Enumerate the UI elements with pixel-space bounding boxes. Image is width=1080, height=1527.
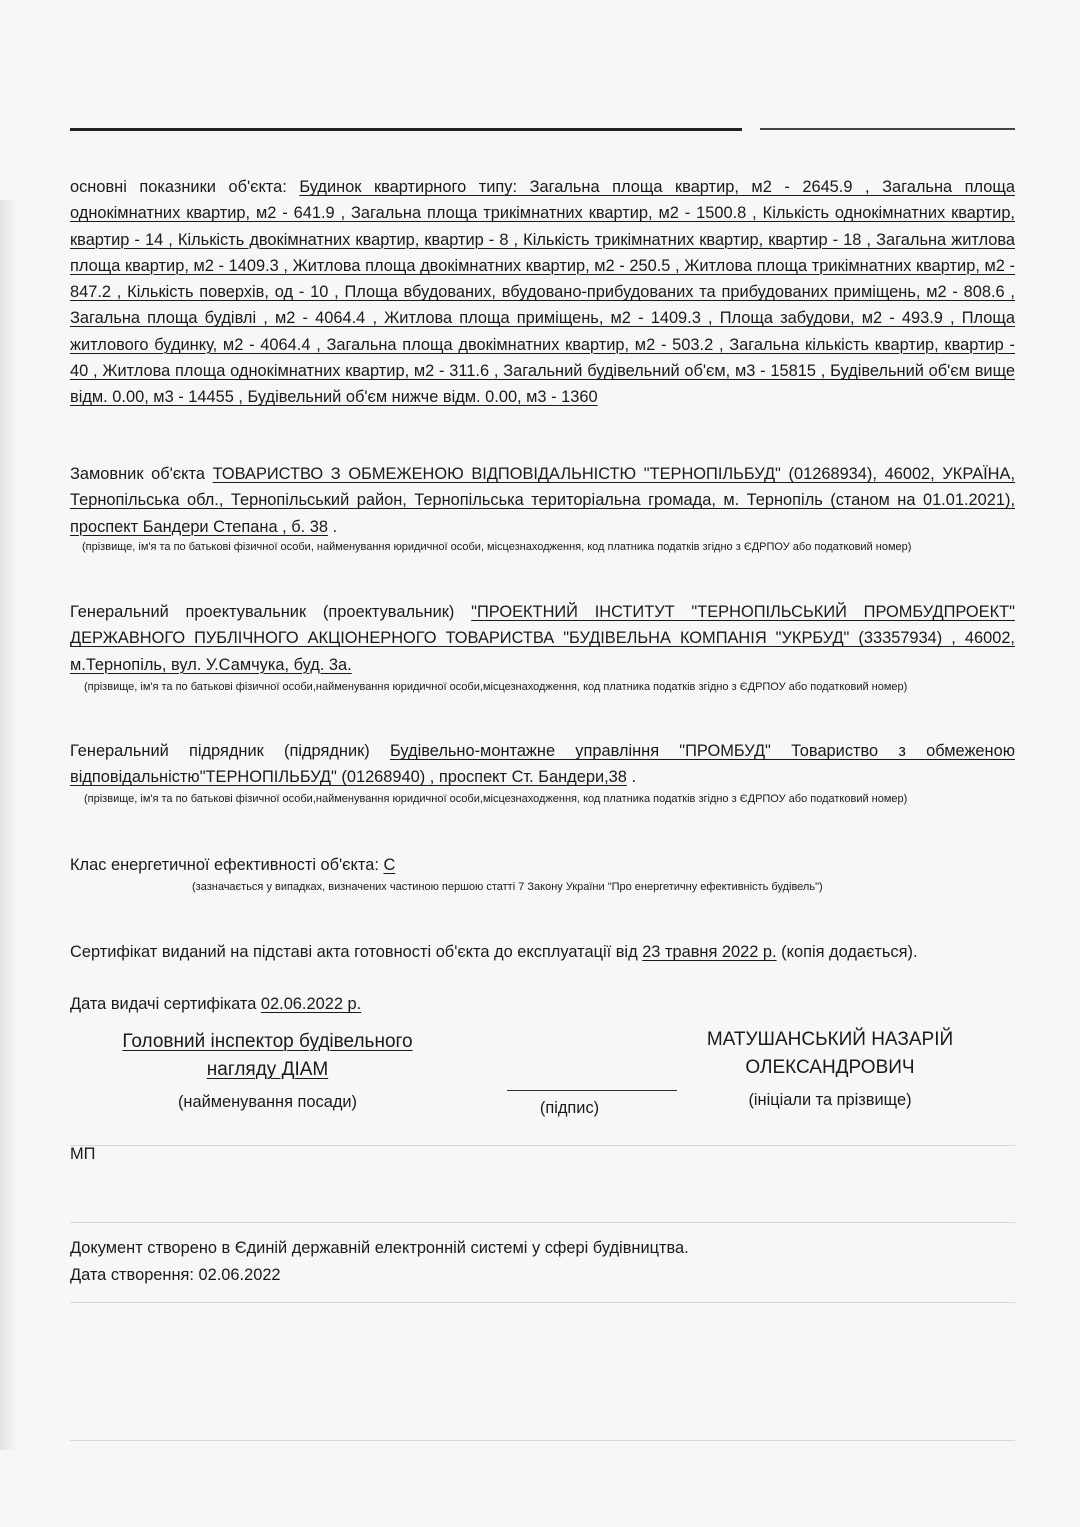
customer-value: ТОВАРИСТВО З ОБМЕЖЕНОЮ ВІДПОВІДАЛЬНІСТЮ "ТЕРНОПІЛЬБУД" (01268934), 46002, УКРАЇНА, Тернопільська обл., Тернопільський район, Тернопільська територіальна громада, м. Тернопіль (станом на 01.01.2021), проспект Бандери Степана , б. 38: [70, 465, 1016, 536]
basis-prefix: Сертифікат виданий на підставі акта готовності об'єкта до експлуатації від: [70, 943, 643, 961]
general-designer-label: Генеральний проектувальник (проектувальник): [70, 603, 472, 621]
signature-caption: (підпис): [539, 1099, 600, 1117]
bleed-line: [70, 1145, 1015, 1146]
customer-section: [70, 461, 1015, 540]
inspector-name: [680, 1026, 980, 1082]
general-designer-caption: (прізвище, ім'я та по батькові фізичної особи,найменування юридичної особи,місцезнаходження, код платника податків згідно з ЄДРПОУ або податковий номер): [84, 681, 908, 693]
main-indicators-value: Будинок квартирного типу: Загальна площа квартир, м2 - 2645.9 , Загальна площа однокімнатних квартир, м2 - 641.9 , Загальна площа трикімнатних квартир, м2 - 1500.8 , Кількість однокімнатних квартир, квартир - 14 , Кількість двокімнатних квартир, квартир - 8 , Кількість трикімнатних квартир, квартир - 18 , Загальна житлова площа квартир, м2 - 1409.3 , Житлова площа двокімнатних квартир, м2 - 250.5 , Житлова площа трикімнатних квартир, м2 - 847.2 , Кількість поверхів, од - 10 , Площа вбудованих, вбудовано-прибудованих та прибудованих приміщень, м2 - 808.6 , Загальна площа будівлі , м2 - 4064.4 , Житлова площа приміщень, м2 - 1409.3 , Площа забудови, м2 - 493.9 , Площа житлового будинку, м2 - 4064.4 , Загальна площа двокімнатних квартир, м2 - 503.2 , Загальна кількість квартир, квартир - 40 , Житлова площа однокімнатних квартир, м2 - 311.6 , Загальний будівельний об'єм, м3 - 15815 , Будівельний об'єм вище відм. 0.00, м3 - 14455 , Будівельний об'єм нижче відм. 0.00, м3 - 1360: [70, 178, 1015, 407]
scan-edge-shadow: [0, 200, 18, 1450]
general-contractor-section: [70, 738, 1015, 791]
inspector-name-line2: ОЛЕКСАНДРОВИЧ: [745, 1057, 915, 1078]
issue-date-line: [70, 993, 361, 1015]
top-rule: [70, 128, 742, 131]
signature-line: [507, 1090, 677, 1091]
footer-created-date: 02.06.2022: [198, 1266, 281, 1284]
top-rule-right: [760, 128, 1015, 130]
general-contractor-caption: (прізвище, ім'я та по батькові фізичної особи,найменування юридичної особи,місцезнаходження, код платника податків згідно з ЄДРПОУ або податковий номер): [84, 793, 908, 805]
issue-date-label: Дата видачі сертифіката: [70, 995, 261, 1013]
basis-suffix: (копія додається).: [776, 943, 918, 961]
customer-suffix: .: [327, 517, 338, 536]
general-designer-value: "ПРОЕКТНИЙ ІНСТИТУТ "ТЕРНОПІЛЬСЬКИЙ ПРОМБУДПРОЕКТ" ДЕРЖАВНОГО ПУБЛІЧНОГО АКЦІОНЕРНОГО ТОВАРИСТВА "БУДІВЕЛЬНА КОМПАНІЯ "УКРБУД" (33357934) , 46002, м.Тернопіль, вул. У.Самчука, буд. 3а.: [70, 603, 1015, 674]
footer: [70, 1235, 689, 1289]
energy-class-label: Клас енергетичної ефективності об'єкта:: [70, 856, 384, 874]
footer-created-date-line: [70, 1262, 689, 1289]
inspector-name-line1: МАТУШАНСЬКИЙ НАЗАРІЙ: [706, 1029, 954, 1050]
bleed-line: [70, 1440, 1015, 1441]
inspector-position-line2: нагляду ДІАМ: [206, 1059, 329, 1080]
energy-class-line: [70, 854, 395, 876]
general-contractor-label: Генеральний підрядник (підрядник): [70, 742, 390, 760]
bleed-line: [70, 1222, 1015, 1223]
basis-date: 23 травня 2022 р.: [642, 943, 777, 961]
energy-class-caption: (зазначається у випадках, визначених частиною першою статті 7 Закону України "Про енергетичну ефективність будівель"): [192, 881, 823, 893]
position-caption: (найменування посади): [177, 1093, 358, 1111]
footer-created-date-label: Дата створення:: [70, 1266, 199, 1284]
main-indicators-label: основні показники об'єкта:: [70, 178, 300, 196]
energy-class-value: С: [383, 856, 396, 874]
inspector-position-line1: Головний інспектор будівельного: [122, 1031, 413, 1052]
customer-caption: (прізвище, ім'я та по батькові фізичної особи, найменування юридичної особи, місцезнаходження, код платника податків згідно з ЄДРПОУ або податковий номер): [82, 541, 912, 553]
general-contractor-value: Будівельно-монтажне управління "ПРОМБУД" Товариство з обмеженою відповідальністю"ТЕРНОПІЛЬБУД" (01268940) , проспект Ст. Бандери,38: [70, 742, 1015, 787]
footer-created-in: Документ створено в Єдиній державній електронній системі у сфері будівництва.: [70, 1239, 689, 1257]
main-indicators: [70, 174, 1015, 411]
basis-line: [70, 941, 918, 963]
bleed-line: [70, 1302, 1015, 1303]
stamp-label: МП: [70, 1145, 96, 1163]
general-designer-section: [70, 599, 1015, 678]
inspector-position: [100, 1028, 435, 1084]
general-contractor-suffix: .: [626, 768, 636, 787]
issue-date-value: 02.06.2022 р.: [260, 995, 362, 1013]
name-caption: (ініціали та прізвище): [748, 1091, 912, 1109]
customer-label: Замовник об'єкта: [70, 465, 213, 483]
